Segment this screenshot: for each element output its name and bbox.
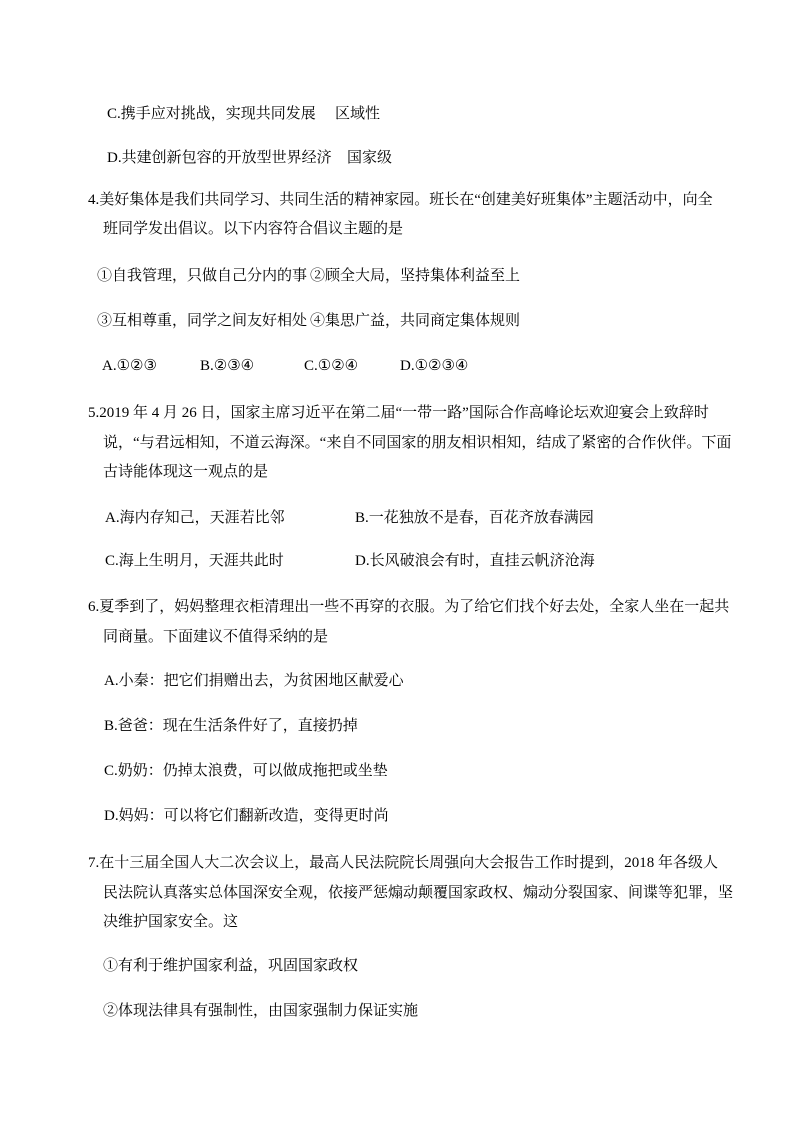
- q6-stem-line-2: 同商量。下面建议不值得采纳的是: [103, 629, 329, 645]
- q6-option-b: B.爸爸：现在生活条件好了，直接扔掉: [104, 718, 358, 734]
- q5-option-b: B.一花独放不是春，百花齐放春满园: [355, 510, 594, 526]
- q5-option-d: D.长风破浪会有时，直挂云帆济沧海: [355, 553, 595, 569]
- q7-stem-line-1: 7.在十三届全国人大二次会议上，最高人民法院院长周强向大会报告工作时提到，2018 年各级人: [88, 855, 719, 871]
- q4-stem-line-1: 4.美好集体是我们共同学习、共同生活的精神家园。班长在“创建美好班集体”主题活动中，向全: [88, 192, 713, 208]
- q4-item-2: ②顾全大局，坚持集体利益至上: [310, 268, 521, 284]
- q3-option-c: [107, 106, 380, 123]
- q4-choice-d: D.①②③④: [400, 358, 469, 374]
- q3-option-d-text: D.共建创新包容的开放型世界经济: [107, 150, 332, 166]
- q4-item-4: ④集思广益，共同商定集体规则: [310, 313, 521, 329]
- q7-item-2: ②体现法律具有强制性，由国家强制力保证实施: [103, 1003, 419, 1019]
- q4-choice-a: A.①②③: [102, 358, 157, 374]
- q3-option-c-tag: 区域性: [335, 106, 381, 122]
- q5-stem-line-1: 5.2019 年 4 月 26 日，国家主席习近平在第二届“一带一路”国际合作高峰论坛欢迎宴会上致辞时: [88, 405, 709, 421]
- q4-choice-c: C.①②④: [304, 358, 359, 374]
- q3-option-d-tag: 国家级: [347, 150, 393, 166]
- q6-stem-line-1: 6.夏季到了，妈妈整理衣柜清理出一些不再穿的衣服。为了给它们找个好去处，全家人坐在一起共: [88, 599, 730, 615]
- q4-item-3: ③互相尊重，同学之间友好相处: [97, 313, 308, 329]
- q3-option-c-text: C.携手应对挑战，实现共同发展: [107, 106, 316, 122]
- q4-choices-row: [102, 358, 468, 375]
- q4-choice-b: B.②③④: [200, 358, 255, 374]
- q7-stem-line-2: 民法院认真落实总体国深安全观，依接严惩煽动颠覆国家政权、煽动分裂国家、间谍等犯罪，坚: [103, 885, 734, 901]
- q4-item-1: ①自我管理，只做自己分内的事: [97, 268, 308, 284]
- q5-option-a: A.海内存知己，天涯若比邻: [105, 510, 285, 526]
- q4-items-row-2: [97, 313, 520, 330]
- q5-options-row-2: [105, 553, 595, 570]
- q6-option-c: C.奶奶：仍掉太浪费，可以做成拖把或坐垫: [104, 763, 388, 779]
- q3-option-d: [107, 150, 392, 167]
- q4-stem-line-2: 班同学发出倡议。以下内容符合倡议主题的是: [103, 221, 404, 237]
- q5-stem-line-2: 说，“与君远相知，不道云海深。“来自不同国家的朋友相识相知，结成了紧密的合作伙伴。下面: [103, 435, 732, 451]
- q7-stem-line-3: 决维护国家安全。这: [103, 914, 239, 930]
- q7-item-1: ①有利于维护国家利益，巩固国家政权: [103, 958, 359, 974]
- q5-option-c: C.海上生明月，天涯共此时: [105, 553, 284, 569]
- q5-stem-line-3: 古诗能体现这一观点的是: [103, 464, 269, 480]
- q5-options-row-1: [105, 510, 594, 527]
- q6-option-d: D.妈妈：可以将它们翻新改造，变得更时尚: [104, 808, 389, 824]
- q6-option-a: A.小秦：把它们捐赠出去，为贫困地区献爱心: [104, 673, 404, 689]
- q4-items-row-1: [97, 268, 520, 285]
